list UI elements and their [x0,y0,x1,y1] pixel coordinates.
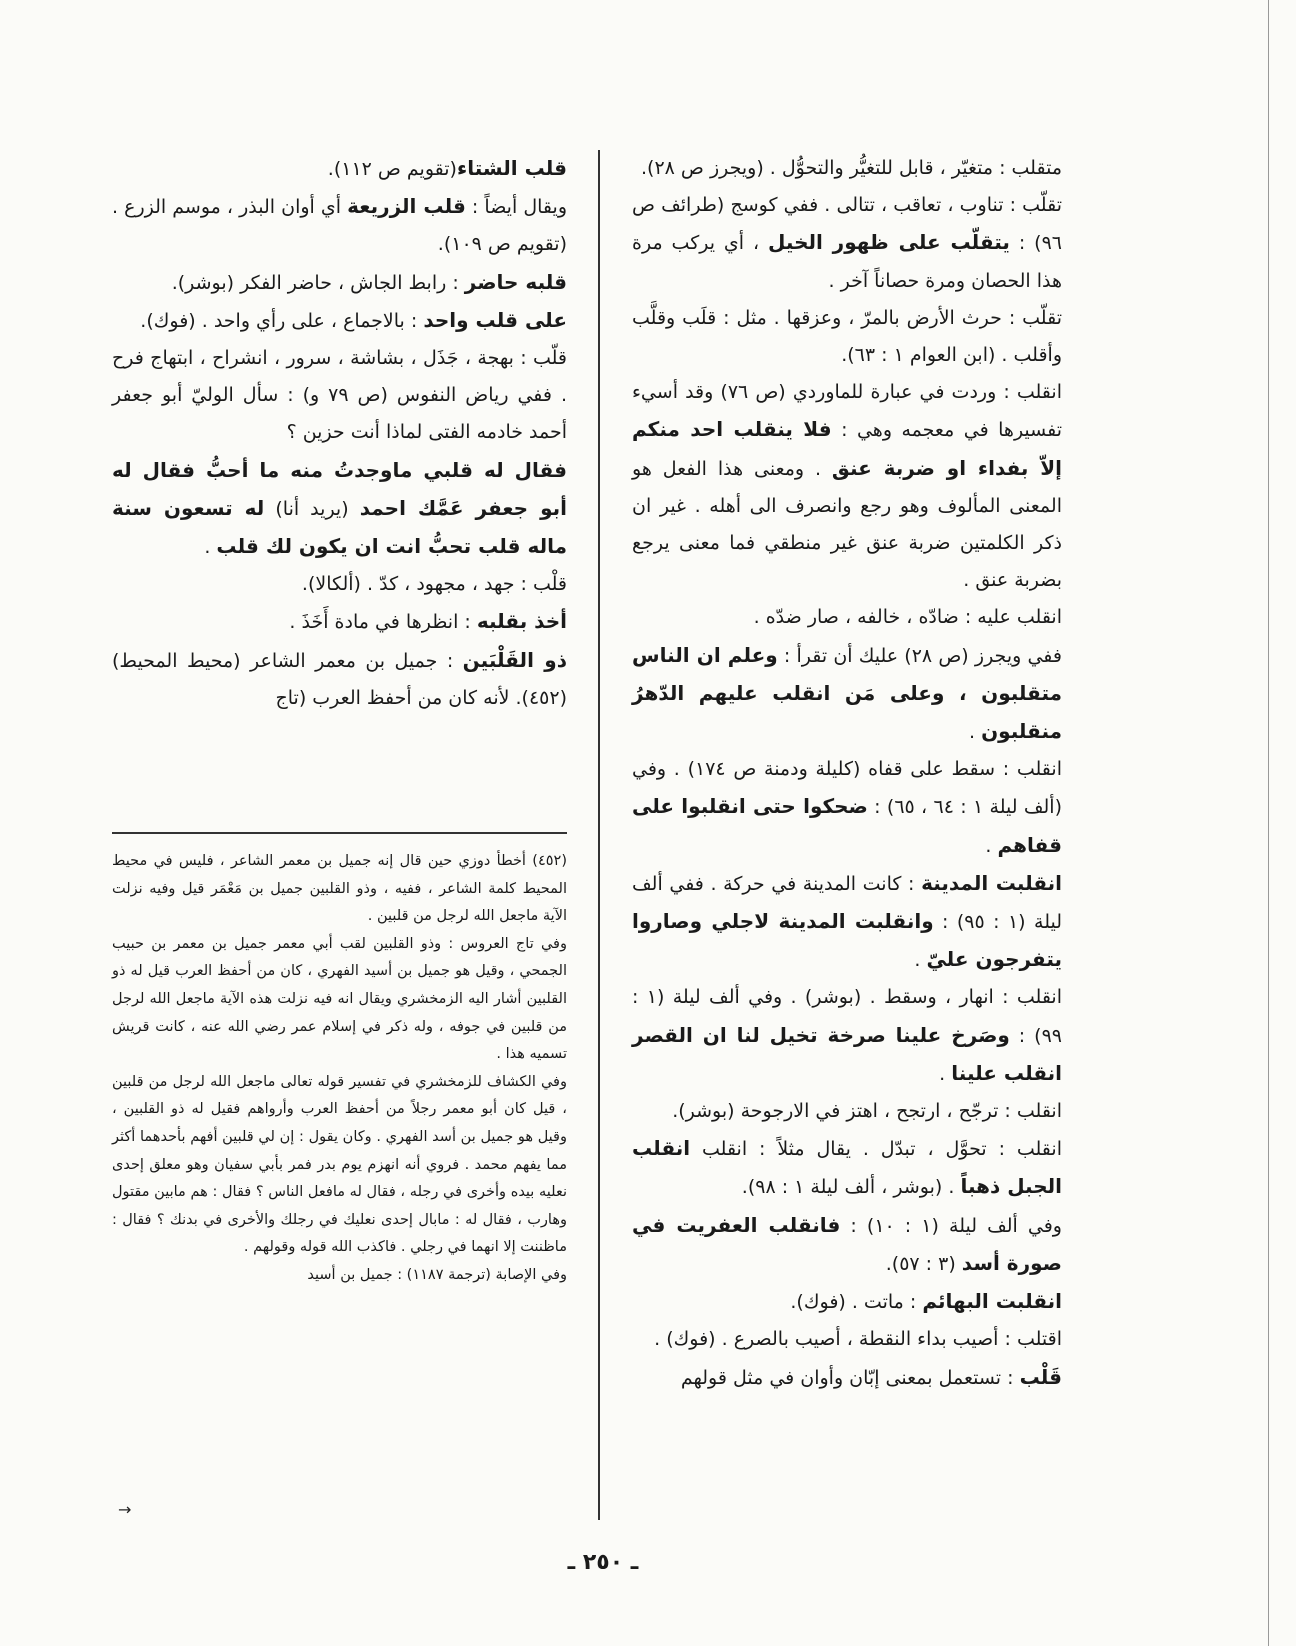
dictionary-entry [632,865,1062,980]
entry-text: وفي ألف ليلة (١ : ١٠) : [840,1214,1062,1237]
entry-text: . [939,1062,952,1085]
dictionary-entry [632,979,1062,1093]
dictionary-entry [632,599,1062,636]
dictionary-entry [112,452,567,567]
entry-text: انقلب : انهار ، وسقط . (بوشر) . وفي ألف ليلة (١ : ٩٩) : [632,986,1062,1047]
entry-text: انقلب : سقط على قفاه (كليلة ودمنة ص ١٧٤) . وفي (ألف ليلة ١ : ٦٤ ، ٦٥) : [632,758,1062,819]
entry-headword: على قلب واحد [423,307,567,332]
entry-headword: انقلب الجبل ذهباً [632,1136,1062,1199]
entry-headword: قَلْب [1019,1364,1062,1389]
entry-headword: قلب الزريعة [347,194,466,219]
entry-text: : تستعمل بمعنى إبّان وأوان في مثل قولهم [680,1366,1020,1389]
entry-text: تقلّب : تناوب ، تعاقب ، تتالى . ففي كوسج (طرائف ص ٩٦) : [632,194,1062,255]
left-column [112,150,567,717]
entry-headword: ضحكوا حتى انقلبوا على قفاهم [632,794,1062,857]
entry-headword: وصَرخ علينا صرخة تخيل لنا ان القصر انقلب علينا [632,1022,1062,1085]
dictionary-entry [632,1321,1062,1358]
entry-text: . [985,834,998,857]
entry-text: (٣ : ٥٧). [885,1252,962,1275]
entry-text: متقلب : متغيّر ، قابل للتغيُّر والتحوُّل . (ويجرز ص ٢٨). [641,157,1062,179]
entry-text: ويقال أيضاً : [465,196,567,219]
footnote-paragraph: وفي الإصابة (ترجمة ١١٨٧) : جميل بن أسيد [307,1266,567,1283]
entry-headword: وعلم ان الناس متقلبون ، وعلى مَن انقلب عليهم الدّهرُ منقلبون [632,642,1062,744]
dictionary-entry [632,150,1062,187]
entry-headword: قلبه حاضر [464,269,567,294]
entry-headword: فلا ينقلب احد منكم إلاّ بفداء او ضربة عنق [632,417,1063,480]
entry-headword: أخذ بقلبه [476,609,567,634]
entry-text: اقتلب : أصيب بداء النقطة ، أصيب بالصرع . (فوك) . [654,1328,1062,1351]
right-column [632,150,1062,1397]
entry-text: انقلب : تحوَّل ، تبدّل . يقال مثلاً : انقلب [690,1138,1062,1161]
dictionary-entry [632,1130,1062,1206]
dictionary-entry [632,1093,1062,1130]
dictionary-entry [112,566,567,603]
dictionary-entry [632,1359,1062,1397]
entry-text: . ومعنى هذا الفعل هو المعنى المألوف وهو رجع وانصرف الى أهله . غير ان ذكر الكلمتين ضربة عنق غير منطقي فما معنى يرجع بضربة عنق . [632,457,1062,592]
entry-headword: فقال له قلبي ماوجدتُ منه ما أحبُّ فقال له أبو جعفر عَمَّك احمد [112,457,567,520]
entry-text: قلْب : جهد ، مجهود ، كدّ . (ألكالا). [301,573,567,596]
entry-headword: انقلبت البهائم [922,1289,1062,1314]
entry-headword: انقلبت المدينة [921,870,1062,895]
entry-text: . [914,949,927,972]
entry-text: ، أي يركب مرة هذا الحصان ومرة حصاناً آخر . [632,232,1062,292]
footnotes [112,848,567,1290]
column-divider [598,150,600,1520]
dictionary-entry [632,637,1062,752]
entry-text: قلّب : بهجة ، جَذَل ، بشاشة ، سرور ، انشراح ، ابتهاج فرح . ففي رياض النفوس (ص ٧٩ و) : سأل الوليّ أبو جعفر أحمد خادمه الفتى لماذا أنت حزين ؟ [112,347,567,444]
dictionary-entry [112,188,567,263]
entry-text: . (بوشر ، ألف ليلة ١ : ٩٨). [741,1176,961,1199]
entry-text: انقلب : ترجّح ، ارتجح ، اهتز في الارجوحة (بوشر). [672,1100,1062,1123]
entry-headword: له تسعون سنة ماله قلب تحبُّ انت ان يكون لك قلب [112,495,567,559]
entry-text: تقلّب : حرث الأرض بالمرّ ، وعزقها . مثل : قلَب وقلَّب وأقلب . (ابن العوام ١ : ٦٣). [632,306,1062,367]
entry-headword: يتقلّب على ظهور الخيل [768,230,1010,255]
page-edge-line [1268,0,1269,1646]
entry-text: ففي ويجرز (ص ٢٨) عليك أن تقرأ : [777,644,1062,667]
entry-text: انقلب : وردت في عبارة للماوردي (ص ٧٦) وقد أسيء تفسيرها في معجمه وهي : [632,381,1063,442]
dictionary-entry [112,150,567,188]
entry-headword: ذو القَلْبَين [462,647,567,672]
entry-text: : كانت المدينة في حركة . ففي ألف ليلة (١ : ٩٥) : [632,872,1063,934]
dictionary-entry [632,187,1062,300]
footnote-divider [112,832,567,834]
dictionary-entry [632,751,1062,865]
dictionary-entry [112,642,567,717]
entry-text: : رابط الجاش ، حاضر الفكر (بوشر). [171,271,465,294]
dictionary-entry [112,302,567,340]
entry-headword: وانقلبت المدينة لاجلي وصاروا يتفرجون عليّ [632,909,1062,972]
continuation-arrow-icon: → [118,1500,132,1519]
entry-text: : انظرها في مادة أَخَذَ . [289,611,477,634]
entry-text: (٤٥٢) [521,686,567,709]
dictionary-entry [632,1283,1062,1321]
entry-text: (تقويم ص ١١٢). [327,158,457,180]
entry-text: : ماتت . (فوك). [790,1291,923,1314]
entry-headword: فانقلب العفريت في صورة أسد [632,1212,1062,1275]
dictionary-entry [112,264,567,302]
page-number: ـ ٢٥٠ ـ [567,1550,639,1575]
footnote-paragraph: (٤٥٢) أخطأ دوزي حين قال إنه جميل بن معمر الشاعر ، فليس في محيط المحيط كلمة الشاعر ، ففيه ، وذو القلبين جميل بن مَعْمَر قيل وفيه نزلت الآية ماجعل الله لرجل من قلبين . [112,853,567,925]
footnote-paragraph: وفي الكشاف للزمخشري في تفسير قوله تعالى ماجعل الله لرجل من قلبين ، قيل كان أبو معمر رجلاً من أحفظ العرب وأرواهم فقيل له ذو القلبين ، وقيل هو جميل بن أسد الفهري . وكان يقول : إن لي قلبين أفهم بأحدهما أكثر مما يفهم محمد . فروي أنه انهزم يوم بدر فمر بأبي سفيان وهو معلق إحدى نعليه بيده وأخرى في رجله ، فقال له مافعل الناس ؟ فقال : هم مابين مقتول وهارب ، فقال له : مابال إحدى نعليك في رجلك والأخرى في بدنك ؟ فقال : ماظننت إلا انهما في رجلي . فاكذب الله قوله وقولهم . [112,1073,567,1256]
entry-headword: قلب الشتاء [456,156,567,180]
dictionary-entry [632,374,1062,599]
entry-text: (يريد أنا) [264,497,360,520]
entry-text: . لأنه كان من أحفظ العرب (تاج [275,686,522,709]
entry-text: : جميل بن معمر الشاعر (محيط المحيط) [112,649,463,672]
entry-text: . [969,721,982,744]
entry-text: انقلب عليه : ضادّه ، خالفه ، صار ضدّه . [753,606,1062,629]
dictionary-entry [112,340,567,452]
dictionary-entry [112,603,567,641]
dictionary-entry [632,1207,1062,1283]
dictionary-entry [632,300,1062,374]
entry-text: . [204,536,217,559]
entry-text: : بالاجماع ، على رأي واحد . (فوك). [140,309,424,332]
entry-text: أي أوان البذر ، موسم الزرع . (تقويم ص ١٠٩). [112,196,567,256]
footnote-paragraph: وفي تاج العروس : وذو القلبين لقب أبي معمر جميل بن معمر بن حبيب الجمحي ، وقيل هو جميل بن أسيد الفهري ، كان من أحفظ العرب قيل له ذو القلبين أشار اليه الزمخشري ويقال انه فيه نزلت هذه الآية ماجعل الله لرجل من قلبين في جوفه ، وله ذكر في إسلام عمر رضي الله عنه ، كانت قريش تسميه هذا . [112,935,567,1063]
